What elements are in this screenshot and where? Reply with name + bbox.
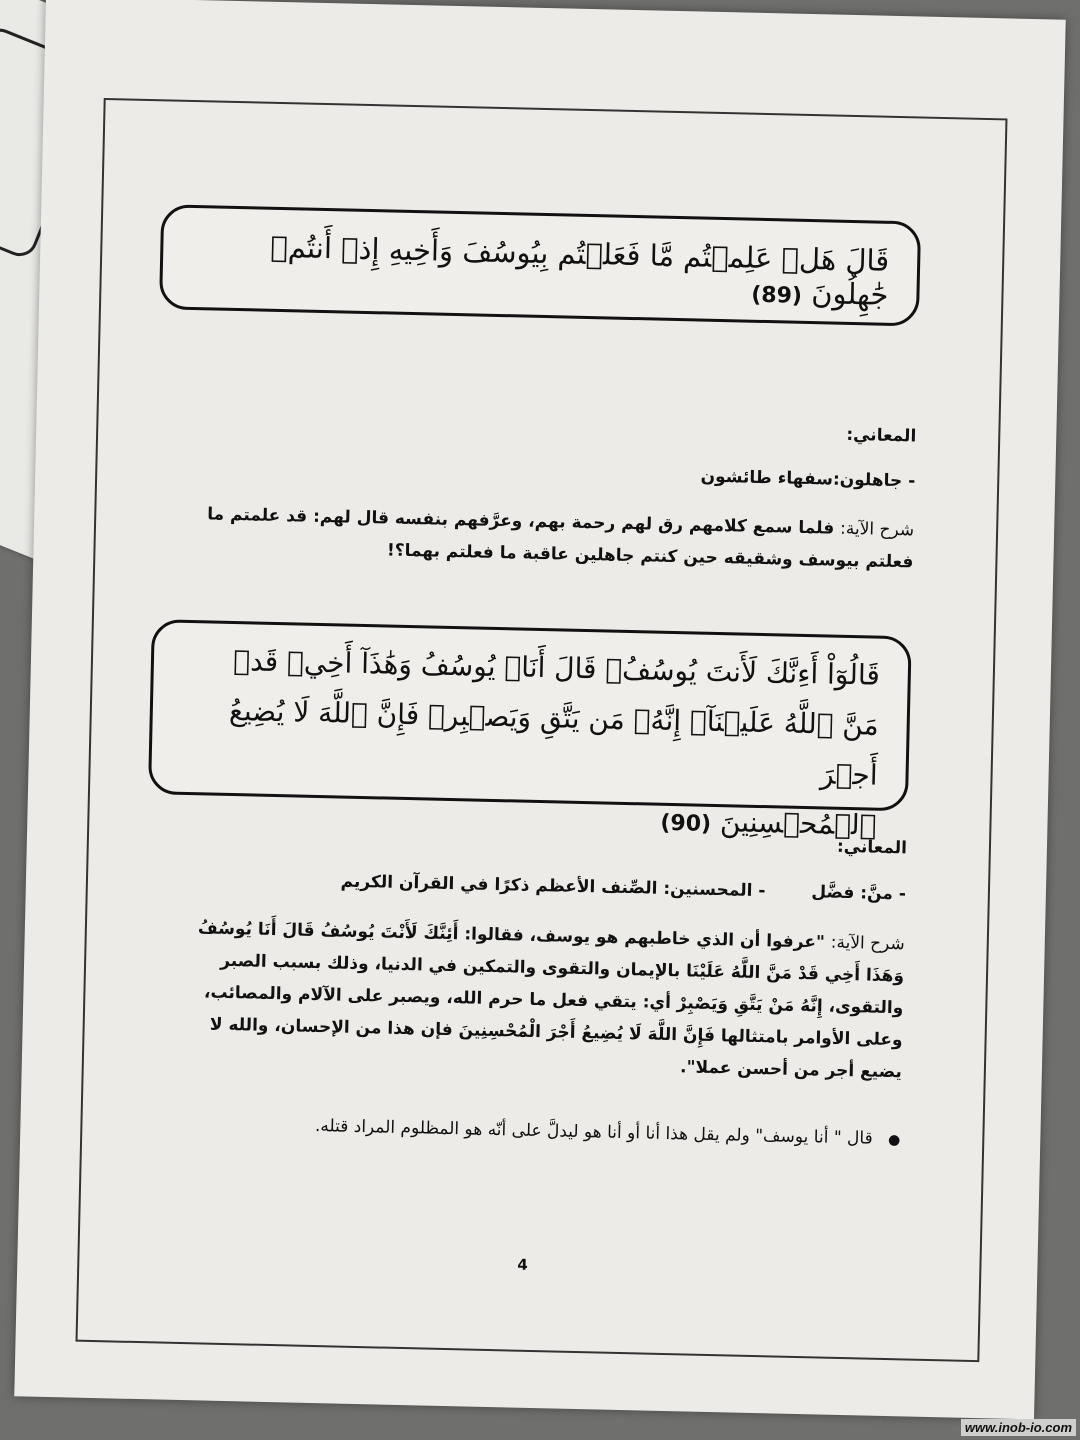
verse-90-line-3-text: ٱلۡمُحۡسِنِينَ (719, 805, 877, 842)
meanings-1-title: المعاني: (846, 424, 917, 447)
meanings-2-item-2: - المحسنين: الصِّنف الأعظم ذكرًا في القرآن الكريم (340, 871, 766, 902)
explanation-2-label: شرح الآية: (830, 932, 905, 955)
explanation-2-text: "عرفوا أن الذي خاطبهم هو يوسف، فقالوا: أَئِنَّكَ لَأَنْتَ يُوسُفُ قَالَ أَنَا يُوسُفُ وَهَذَا أَخِي قَدْ مَنَّ اللَّهُ عَلَيْنَا بالإيمان والتقوى والتمكين في الدنيا، وذلك بسبب الصبر والتقوى، إِنَّهُ مَنْ يَتَّقِ وَيَصْبِرْ أي: يتقي فعل ما حرم الله، ويصبر على الآلام والمصائب، وعلى الأوامر بامتثالها فَإِنَّ اللَّهَ لَا يُضِيعُ أَجْرَ الْمُحْسِنِينَ فإن هذا من الإحسان، والله لا يضيع أجر من أحسن عملا". (197, 918, 905, 1083)
explanation-1-label: شرح الآية: (839, 518, 915, 541)
meanings-2-item-1: - منَّ: فضَّل (811, 882, 907, 905)
meanings-1-item: - جاهلون:سفهاء طائشون (700, 466, 916, 492)
meanings-2-title: المعاني: (836, 836, 908, 859)
explanation-2 (172, 912, 905, 1089)
page-number: 4 (517, 1255, 529, 1274)
watermark: www.inob-io.com (961, 1419, 1076, 1436)
verse-90-line-2: مَنَّ ٱللَّهُ عَلَيۡنَآۖ إِنَّهُۥ مَن يَتَّقِ وَيَصۡبِرۡ فَإِنَّ ٱللَّهَ لَا يُضِيعُ أَجۡرَ (228, 693, 880, 792)
explanation-1-text: فلما سمع كلامهم رق لهم رحمة بهم، وعرَّفهم بنفسه قال لهم: قد علمتم ما فعلتم بيوسف وشقيقه حين كنتم جاهلين عاقبة ما فعلتم بهما؟! (207, 504, 914, 573)
verse-89-box (159, 204, 921, 326)
verse-90-number: (90) (660, 810, 712, 837)
document-page (14, 0, 1065, 1419)
verse-90-box (148, 619, 912, 842)
note-text: قال " أنا يوسف" ولم يقل هذا أنا أو أنا هو ليدلَّ على أنّه هو المظلوم المراد قتله. (314, 1116, 873, 1149)
verse-89-number: (89) (750, 282, 803, 309)
verse-89-text: قَالَ هَلۡ عَلِمۡتُم مَّا فَعَلۡتُم بِيُوسُفَ وَأَخِيهِ إِذۡ أَنتُمۡ جَٰهِلُونَ (270, 229, 890, 312)
verse-90-line-1: قَالُوٓاْ أَءِنَّكَ لَأَنتَ يُوسُفُۖ قَالَ أَنَا۠ يُوسُفُ وَهَٰذَآ أَخِيۖ قَدۡ (232, 644, 881, 692)
bullet-icon: ● (887, 1132, 901, 1149)
